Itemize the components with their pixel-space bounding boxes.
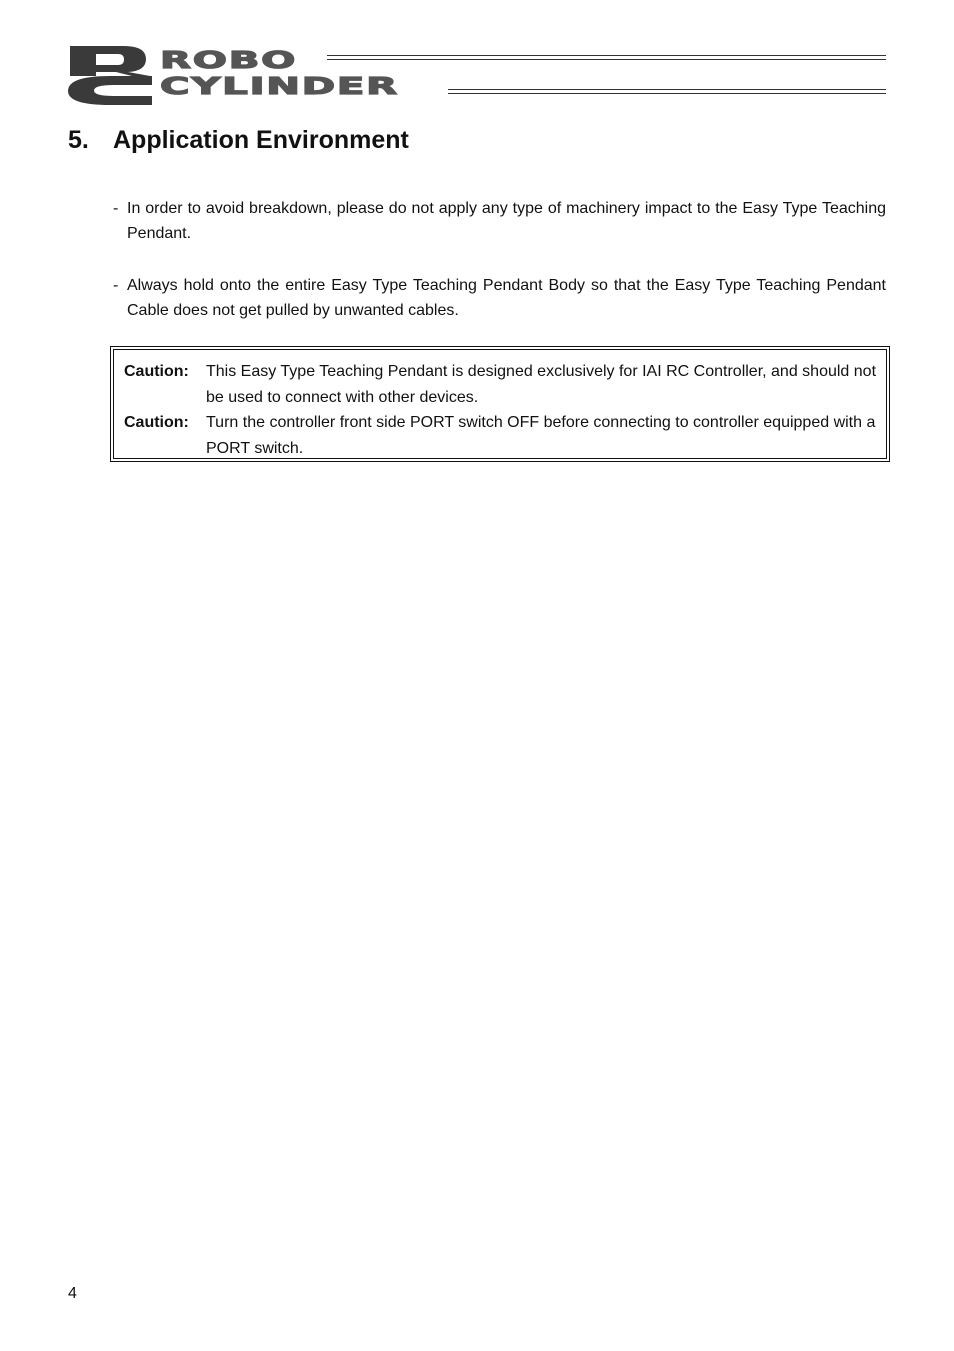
brand-cylinder: CYLINDER [160, 74, 399, 100]
caution-text: This Easy Type Teaching Pendant is designed exclusively for IAI RC Controller, and should not be used to connect with other devices. [206, 363, 877, 406]
bullet-marker: - [113, 277, 119, 294]
bullet-text: Always hold onto the entire Easy Type Teaching Pendant Body so that the Easy Type Teaching Pendant Cable does not get pulled by unwanted cables. [127, 277, 886, 319]
bullet-text: In order to avoid breakdown, please do not apply any type of machinery impact to the Easy Type Teaching Pendant. [127, 200, 886, 242]
bullet-marker: - [113, 200, 119, 217]
caution-label: Caution: [124, 363, 189, 380]
caution-box-inner [113, 349, 887, 459]
section-title: Application Environment [113, 126, 409, 154]
header-rule-top-2 [327, 59, 886, 60]
page-number: 4 [68, 1285, 77, 1302]
brand-robo: ROBO [160, 48, 298, 74]
section-number: 5. [68, 126, 89, 154]
page-title [68, 126, 409, 155]
bullet-item [113, 196, 886, 246]
rc-logo [66, 44, 156, 106]
header-rule-top-1 [327, 55, 886, 56]
caution-row [124, 410, 876, 461]
header-rule-bottom-2 [448, 93, 886, 94]
caution-box [110, 346, 890, 462]
bullet-item [113, 273, 886, 323]
header-rule-bottom-1 [448, 89, 886, 90]
caution-label: Caution: [124, 414, 189, 431]
caution-row [124, 359, 876, 410]
caution-text: Turn the controller front side PORT switch OFF before connecting to controller equipped with a PORT switch. [206, 414, 876, 457]
